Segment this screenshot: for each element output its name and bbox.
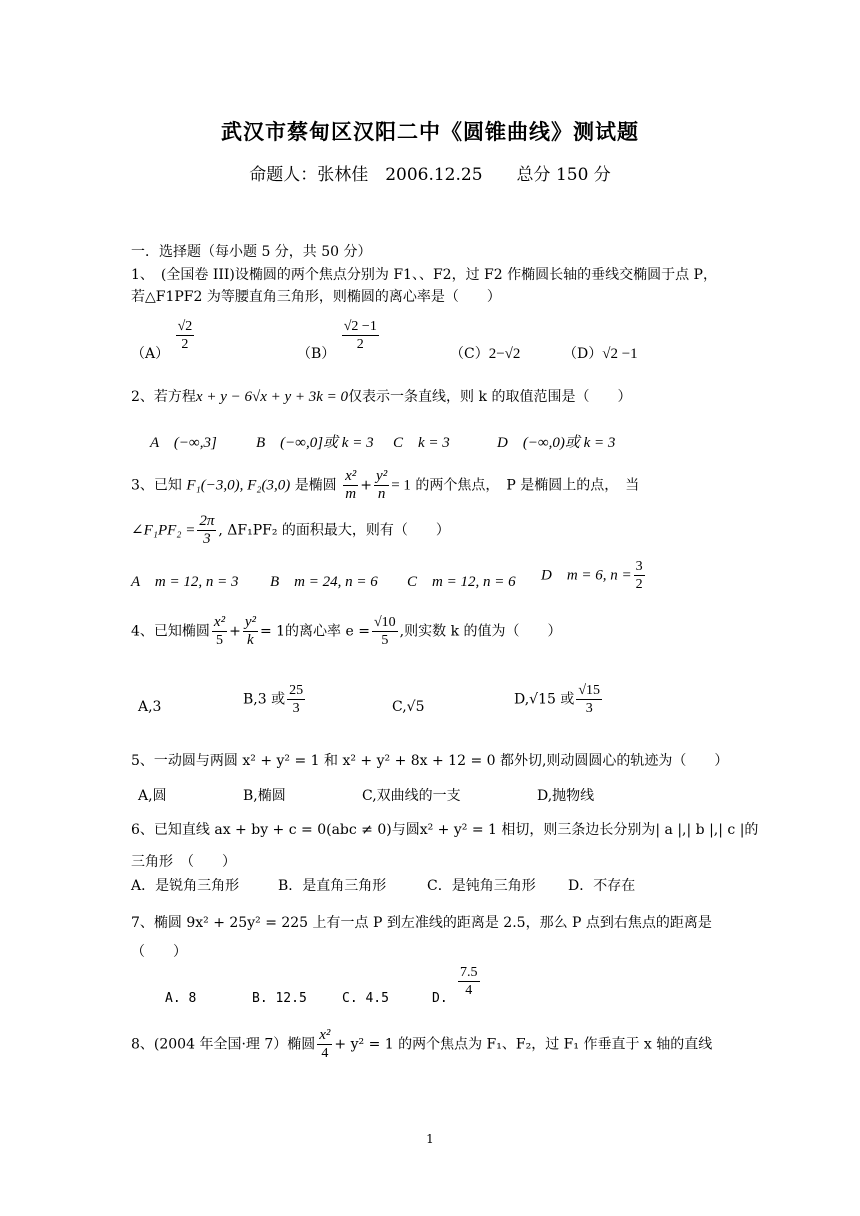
q7-option-b: B. 12.5	[252, 991, 307, 1006]
fraction-numerator: √15	[578, 683, 601, 698]
fraction-denominator: 5	[381, 633, 389, 648]
q7-option-d-fraction	[456, 964, 482, 999]
q6-option-c: C．是钝角三角形	[427, 878, 536, 894]
q2-post: 仅表示一条直线，则 k 的取值范围是（ ）	[348, 389, 632, 405]
q3-option-c: C m = 12, n = 6	[407, 574, 516, 590]
fraction-numerator: √2	[177, 319, 193, 334]
q2-equation: x + y − 6√x + y + 3k = 0	[195, 389, 349, 405]
q4-option-c: C,√5	[392, 699, 425, 715]
fraction-denominator: 2	[356, 337, 364, 352]
q6-option-b: B．是直角三角形	[278, 878, 387, 894]
q2-option-b: B (−∞,0]或 k = 3	[256, 435, 374, 451]
option-text: D,√15 或	[514, 691, 575, 708]
q1-option-b	[297, 318, 381, 364]
fraction-numerator: 3	[635, 559, 643, 574]
q3-option-b: B m = 24, n = 6	[270, 574, 378, 590]
q4-post: ,则实数 k 的值为（ ）	[399, 623, 562, 640]
option-text: D m = 6, n =	[541, 567, 632, 584]
q1-option-d	[563, 344, 638, 364]
option-label: （B）	[297, 346, 336, 362]
fraction-numerator: x²	[319, 1027, 331, 1043]
q3-post: 的两个焦点， P 是椭圆上的点， 当	[415, 477, 640, 494]
q7-option-d: D.	[432, 991, 448, 1006]
fraction-denominator: 4	[465, 983, 473, 998]
q6-option-a: A．是锐角三角形	[131, 878, 240, 894]
q7-option-c: C. 4.5	[342, 991, 389, 1006]
page-subtitle: 命题人：张林佳 2006.12.25 总分 150 分	[249, 165, 611, 185]
option-value: √2 −1	[602, 346, 638, 362]
q2-pre: 2、若方程	[131, 389, 196, 405]
fraction-denominator: 4	[321, 1046, 329, 1061]
q5-option-d: D,抛物线	[537, 788, 595, 804]
q3-line1: 3、已知 F₁(−3,0), F₂(3,0) 是椭圆 $\frac{\text{x²}}{m}$ + $\frac{\text{y²}}{n}$ = 1 的两个焦点， P 是椭圆上的点， 当	[131, 468, 640, 502]
fraction-denominator: 2	[181, 337, 189, 352]
option-label: （A）	[131, 346, 170, 362]
page-title: 武汉市蔡甸区汉阳二中《圆锥曲线》测试题	[221, 119, 639, 144]
fraction-denominator: m	[345, 486, 357, 502]
q3-option-d	[541, 558, 647, 593]
q2-option-a: A (−∞,3]	[150, 435, 217, 451]
q2-option-c: C k = 3	[393, 435, 450, 451]
option-value: 2−√2	[488, 346, 521, 362]
q3-pre: 3、已知	[131, 477, 182, 494]
q4-option-d	[514, 682, 604, 717]
q4-pre: 4、已知椭圆	[131, 623, 210, 640]
q7-line2: （ ）	[131, 944, 187, 960]
q5-option-c: C,双曲线的一支	[362, 788, 461, 804]
fraction-numerator: y²	[244, 614, 256, 630]
fraction-numerator: 7.5	[460, 965, 478, 980]
q8-stem	[131, 1027, 712, 1062]
q3-line2-post: , ΔF₁PF₂ 的面积最大，则有（ ）	[218, 522, 450, 539]
fraction-denominator: 3	[292, 701, 300, 716]
section-heading: 一．选择题（每小题 5 分，共 50 分）	[131, 244, 372, 260]
q5-option-b: B,椭圆	[243, 788, 286, 804]
option-label: （D）	[563, 346, 603, 362]
q3-line2	[131, 513, 450, 548]
q6-line1: 6、已知直线 ax + by + c = 0(abc ≠ 0)与圆x² + y² = 1 相切，则三条边长分别为| a |,| b |,| c |的	[131, 822, 759, 838]
q1-option-a	[131, 318, 196, 364]
fraction-denominator: 3	[203, 531, 211, 547]
q3-option-a: A m = 12, n = 3	[131, 574, 239, 590]
fraction-numerator: x²	[213, 614, 226, 630]
q1-option-c	[450, 344, 520, 364]
fraction-numerator: y²	[376, 468, 388, 484]
fraction-denominator: n	[377, 486, 386, 502]
q6-line2: 三角形 （ ）	[131, 854, 236, 870]
fraction-denominator: 2	[635, 577, 643, 592]
q5-option-a: A,圆	[138, 788, 167, 804]
fraction-denominator: 5	[216, 633, 223, 648]
q1-line2: 若△F1PF2 为等腰直角三角形，则椭圆的离心率是（ ）	[131, 289, 501, 305]
q8-post: + y² = 1 的两个焦点为 F₁、F₂，过 F₁ 作垂直于 x 轴的直线	[334, 1036, 713, 1053]
fraction-numerator: 2π	[199, 513, 215, 529]
q6-option-d: D．不存在	[568, 878, 636, 894]
option-text: B,3 或	[243, 691, 286, 708]
q3-eq-tail: = 1	[391, 477, 411, 494]
q8-pre: 8、(2004 年全国·理 7）椭圆	[131, 1036, 316, 1053]
fraction-numerator: √2 −1	[343, 319, 377, 334]
q1-line1: 1、 (全国卷 III)设椭圆的两个焦点分别为 F1、、F2，过 F2 作椭圆长轴的垂线交椭圆于点 P，	[131, 267, 717, 283]
fraction-denominator: k	[247, 632, 254, 648]
q7-line1: 7、椭圆 9x² + 25y² = 225 上有一点 P 到左准线的距离是 2.5，那么 P 点到右焦点的距离是	[131, 915, 712, 931]
option-label: （C）	[450, 346, 489, 362]
q4-eq-tail: = 1的离心率 e =	[259, 623, 370, 640]
page-number: 1	[426, 1132, 434, 1146]
q4-option-a: A,3	[138, 699, 162, 715]
q3-foci: F₁(−3,0), F₂(3,0)	[186, 477, 291, 494]
q3-mid: 是椭圆	[294, 477, 337, 494]
fraction-numerator: x²	[345, 468, 357, 484]
q4-stem: 4、已知椭圆 $\frac{\text{x²}}{5}$ + $\frac{\text{y²}}{k}$ = 1的离心率 e = $\frac{√10}{5}$ ,则实数 k 的值为（ ）	[131, 614, 562, 648]
q3-angle: ∠F₁PF₂ =	[131, 522, 196, 539]
fraction-numerator: 25	[289, 683, 304, 698]
q2-option-d: D (−∞,0)或 k = 3	[497, 435, 616, 451]
q5-stem: 5、一动圆与两圆 x² + y² = 1 和 x² + y² + 8x + 12 = 0 都外切,则动圆圆心的轨迹为（ ）	[131, 753, 729, 769]
fraction-denominator: 3	[585, 701, 593, 716]
fraction-numerator: √10	[373, 615, 396, 630]
q2-stem	[131, 387, 631, 407]
q7-option-a: A. 8	[165, 991, 197, 1006]
q4-option-b	[243, 682, 307, 717]
